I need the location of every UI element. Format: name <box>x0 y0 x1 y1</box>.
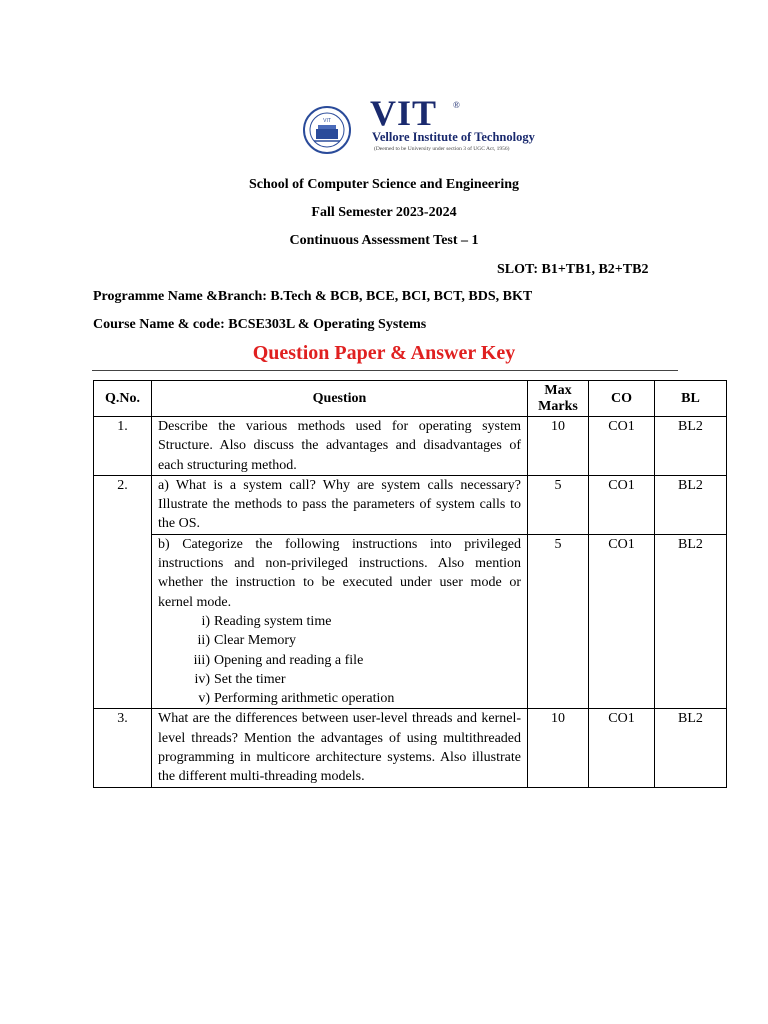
question-cell <box>152 534 528 709</box>
logo-institute-name: Vellore Institute of Technology <box>372 130 535 144</box>
marks-cell: 10 <box>528 709 589 787</box>
qno-cell: 1. <box>94 417 152 476</box>
co-cell: CO1 <box>589 417 655 476</box>
co-cell: CO1 <box>589 709 655 787</box>
seal-text: VIT <box>323 118 331 124</box>
title-divider <box>92 370 678 371</box>
qno-cell: 3. <box>94 709 152 787</box>
marks-cell: 5 <box>528 475 589 534</box>
bl-cell: BL2 <box>655 709 727 787</box>
table-row <box>94 475 727 534</box>
header-qno: Q.No. <box>94 381 152 417</box>
table-row <box>94 417 727 476</box>
course-name-code: Course Name & code: BCSE303L & Operating Systems <box>93 317 427 332</box>
instruction-list <box>158 612 521 708</box>
question-table <box>93 380 727 788</box>
list-item: iv) Set the timer <box>194 671 286 687</box>
bl-cell: BL2 <box>655 475 727 534</box>
list-item: v) Performing arithmetic operation <box>198 691 395 707</box>
header-bl: BL <box>655 381 727 417</box>
bl-cell: BL2 <box>655 417 727 476</box>
vit-logo <box>302 93 535 158</box>
programme-branch: Programme Name &Branch: B.Tech & BCB, BCE, BCI, BCT, BDS, BKT <box>93 289 533 304</box>
logo-registered-mark: ® <box>453 100 460 110</box>
list-item: i) Reading system time <box>201 613 332 629</box>
table-header-row <box>94 381 727 417</box>
marks-cell: 5 <box>528 534 589 709</box>
list-item: iii) Opening and reading a file <box>193 652 364 668</box>
co-cell: CO1 <box>589 534 655 709</box>
header-max-marks: Max Marks <box>528 381 589 417</box>
question-cell: Describe the various methods used for operating system Structure. Also discuss the advantages and disadvantages of each structuring method. <box>152 417 528 476</box>
qno-cell: 2. <box>94 475 152 709</box>
university-seal-icon <box>302 105 352 155</box>
test-name: Continuous Assessment Test – 1 <box>289 233 479 248</box>
semester: Fall Semester 2023-2024 <box>311 205 457 220</box>
question-cell: a) What is a system call? Why are system calls necessary? Illustrate the methods to pass the parameters of system calls to the OS. <box>152 475 528 534</box>
question-cell: What are the differences between user-level threads and kernel-level threads? Mention the advantages of using multithreaded programming in multicore architecture systems. Also illustrate the different multi-threading models. <box>152 709 528 787</box>
logo-tagline: (Deemed to be University under section 3 of UGC Act, 1956) <box>374 146 510 152</box>
table-row <box>94 709 727 787</box>
bl-cell: BL2 <box>655 534 727 709</box>
table-row <box>94 534 727 709</box>
page-title: Question Paper & Answer Key <box>252 342 516 364</box>
question-text: b) Categorize the following instructions into privileged instructions and non-privileged instructions. Also mention whether the instruction to be executed under user mode or kernel mode. <box>158 536 521 610</box>
slot-info: SLOT: B1+TB1, B2+TB2 <box>497 262 649 277</box>
school-name: School of Computer Science and Engineering <box>248 177 520 192</box>
list-item: ii) Clear Memory <box>197 633 297 649</box>
marks-cell: 10 <box>528 417 589 476</box>
logo-brand: VIT <box>370 93 438 133</box>
header-question: Question <box>152 381 528 417</box>
header-co: CO <box>589 381 655 417</box>
co-cell: CO1 <box>589 475 655 534</box>
